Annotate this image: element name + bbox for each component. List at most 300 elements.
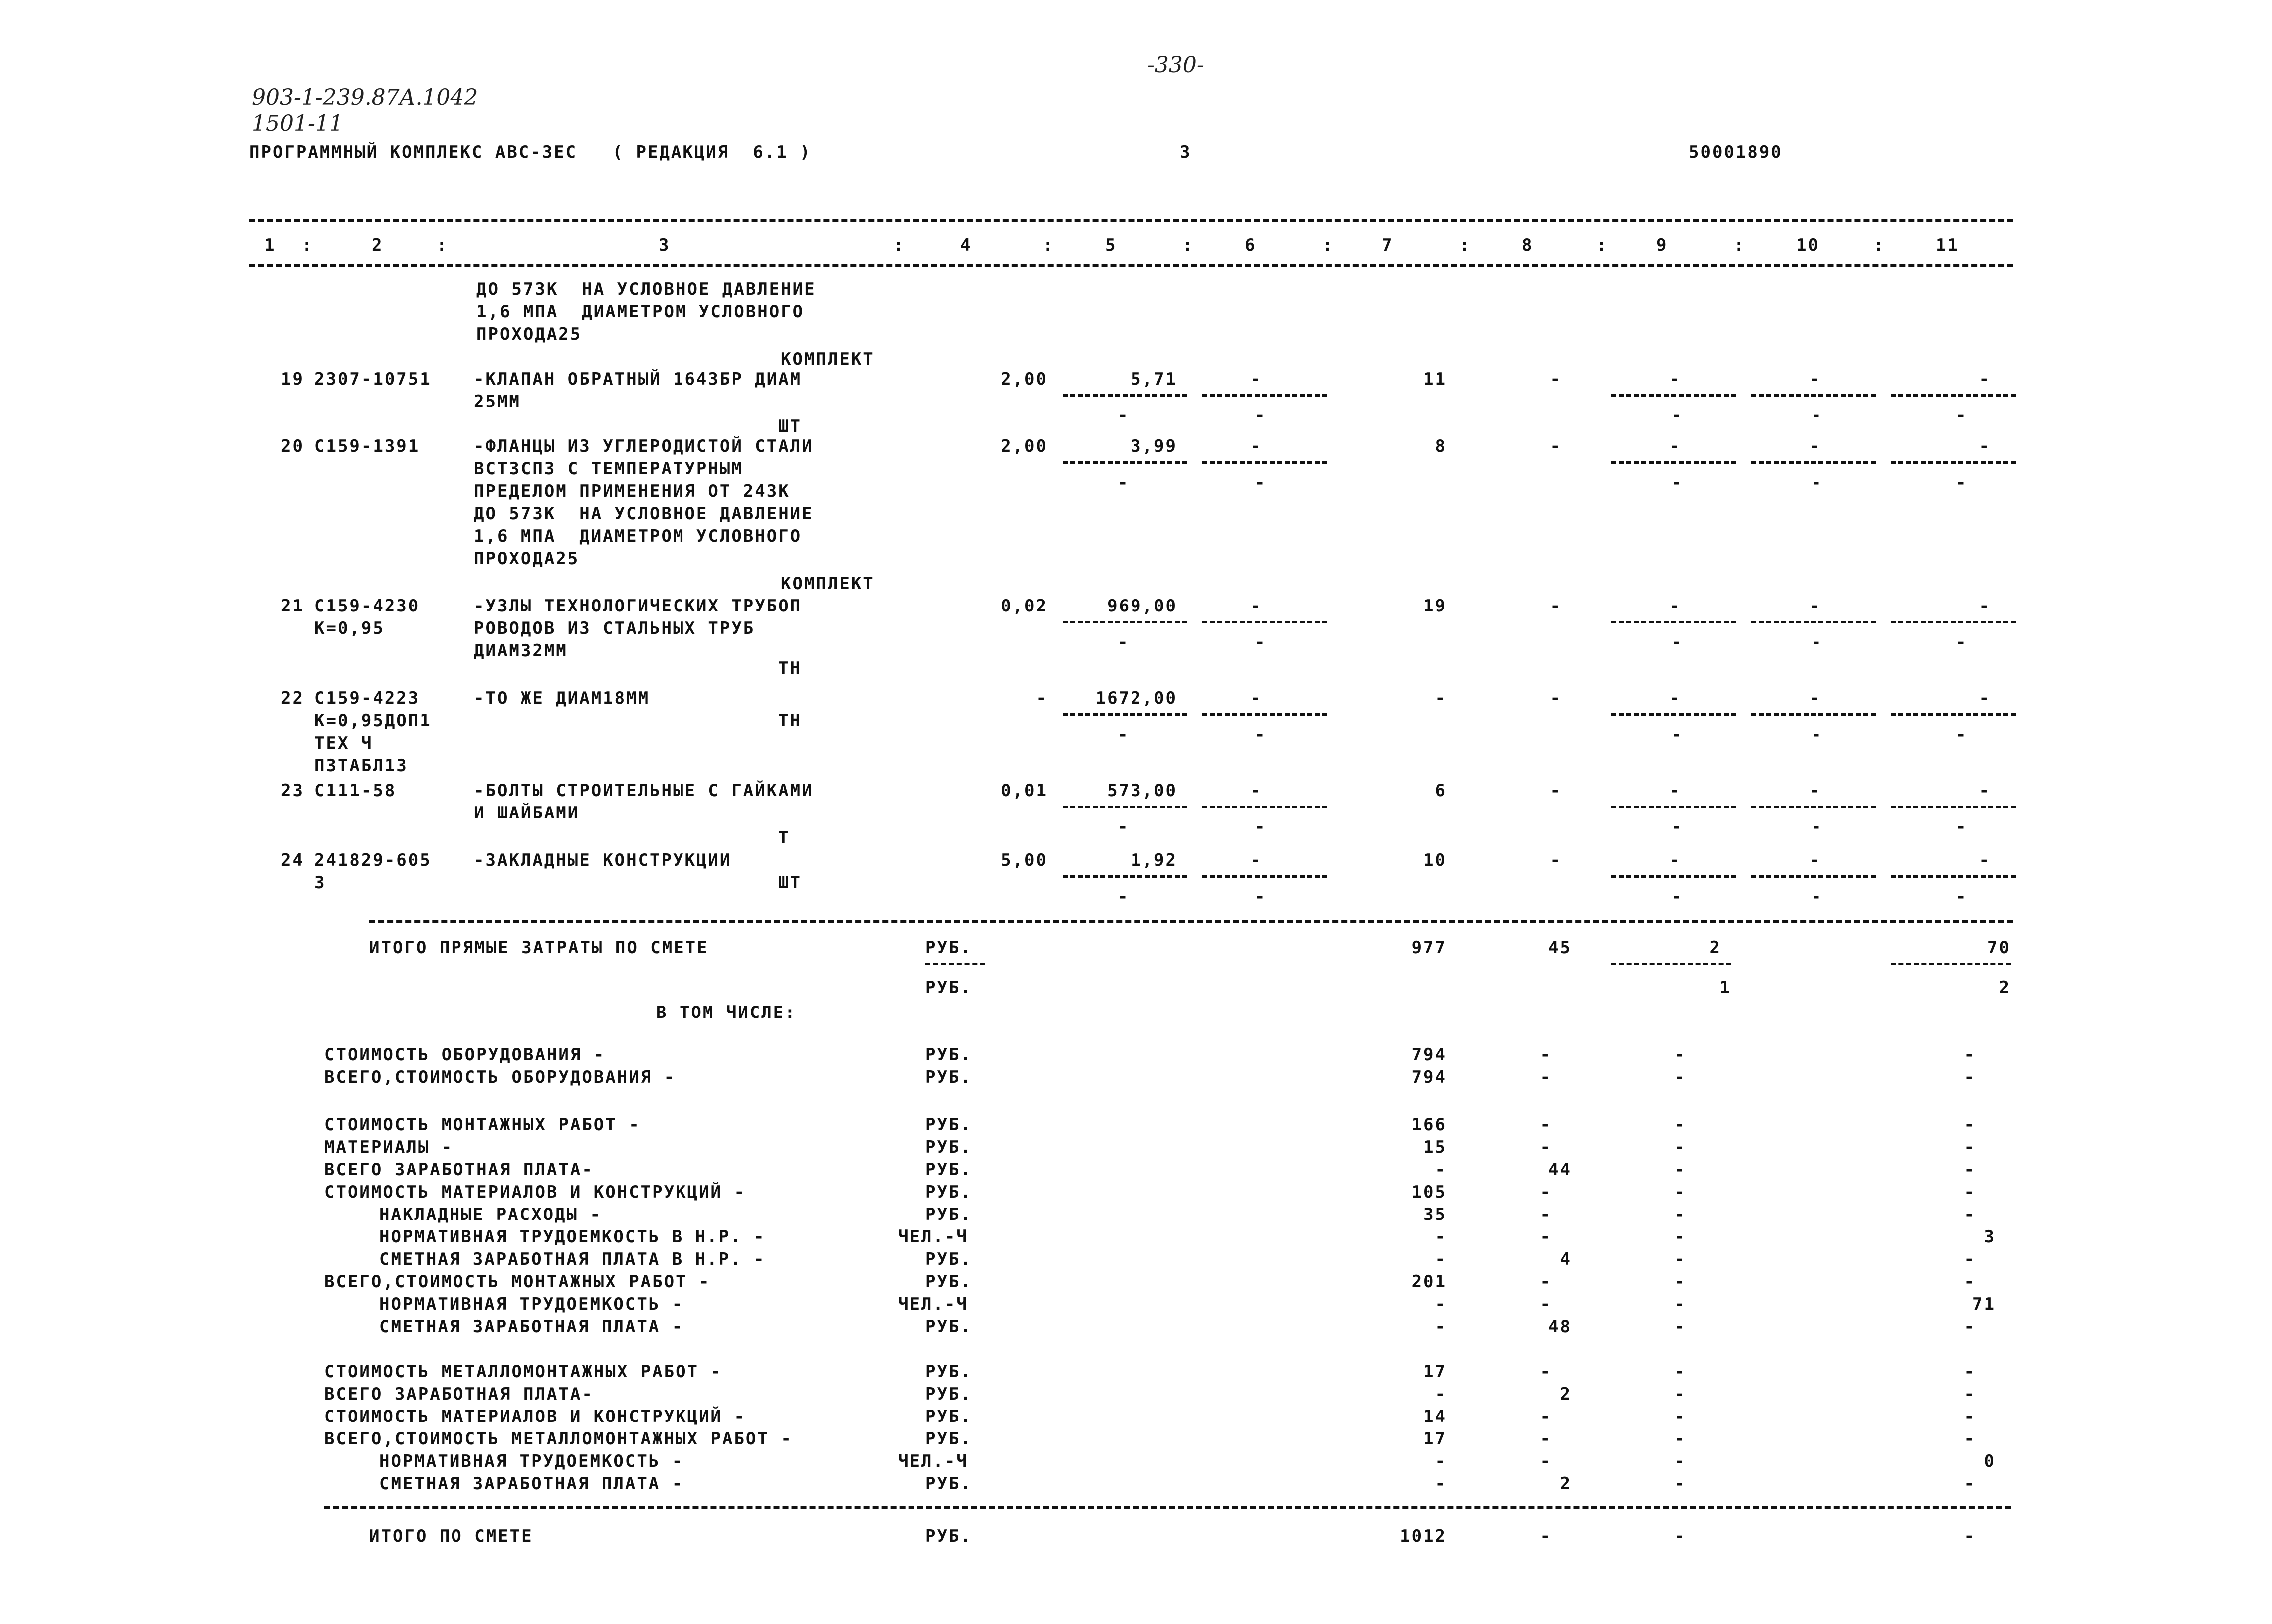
summary-column-7: - [1435, 1451, 1447, 1471]
row-number: 21 [281, 596, 304, 616]
program-title: ПРОГРАММНЫЙ КОМПЛЕКС АВС-3ЕС ( РЕДАКЦИЯ 6.1 ) [249, 142, 812, 162]
grand-total-label: ИТОГО ПО СМЕТЕ [369, 1526, 533, 1546]
column-9-value: - [1669, 369, 1681, 389]
header-rule-bottom [249, 264, 2013, 267]
item-description: 25ММ [474, 392, 521, 411]
summary-label: ВСЕГО,СТОИМОСТЬ МЕТАЛЛОМОНТАЖНЫХ РАБОТ - [324, 1429, 793, 1449]
summary-column-8: - [1540, 1067, 1552, 1087]
subtotal-rule [1611, 875, 1736, 878]
row-number: 19 [281, 369, 304, 389]
summary-column-7: 794 [1411, 1045, 1447, 1065]
summary-unit: РУБ. [925, 1429, 972, 1449]
column-separator: : [1182, 235, 1194, 255]
summary-label: СТОИМОСТЬ МАТЕРИАЛОВ И КОНСТРУКЦИЙ - [324, 1182, 746, 1202]
document-id: 50001890 [1689, 142, 1783, 162]
row-number: 20 [281, 436, 304, 456]
summary-column-8: - [1540, 1227, 1552, 1247]
grand-total-rule [324, 1506, 2011, 1509]
item-description: -ФЛАНЦЫ ИЗ УГЛЕРОДИСТОЙ СТАЛИ [474, 436, 814, 456]
resource-code: ТЕХ Ч [314, 733, 373, 753]
currency-unit: РУБ. [925, 978, 972, 998]
row-number: 22 [281, 688, 304, 708]
column-header-5: 5 [1105, 235, 1117, 255]
subtotal-rule [1751, 621, 1876, 623]
summary-column-8: - [1540, 1182, 1552, 1202]
summary-column-7: 166 [1411, 1115, 1447, 1135]
unit-price: 1672,00 [1095, 688, 1177, 708]
currency-unit: РУБ. [925, 938, 972, 958]
summary-unit: РУБ. [925, 1249, 972, 1269]
summary-column-7: 17 [1423, 1429, 1447, 1449]
total-direct-column-11-extra: 2 [1999, 978, 2011, 998]
dash-mark: - [1671, 725, 1683, 745]
quantity: 0,02 [1001, 596, 1048, 616]
page-number: -330- [1147, 52, 1204, 78]
column-separator: : [302, 235, 314, 255]
subtotal-rule [1891, 806, 2016, 808]
summary-column-9: - [1674, 1249, 1686, 1269]
resource-code: С111-58 [314, 781, 397, 801]
dash-mark: - [1811, 632, 1823, 652]
summary-column-11: - [1964, 1429, 1976, 1449]
totals-rule [369, 920, 2013, 923]
summary-column-7: 14 [1423, 1407, 1447, 1426]
column-10-value: - [1809, 369, 1821, 389]
item-description: ДО 573К НА УСЛОВНОЕ ДАВЛЕНИЕ [474, 504, 814, 524]
summary-unit: ЧЕЛ.-Ч [898, 1451, 968, 1471]
total-direct-column-9-extra: 1 [1719, 978, 1731, 998]
subtotal-rule [1063, 875, 1187, 878]
subtotal-rule [1202, 621, 1327, 623]
summary-column-9: - [1674, 1182, 1686, 1202]
column-6-value: - [1250, 369, 1262, 389]
unit-label: ШТ [778, 416, 802, 436]
item-description: -ТО ЖЕ ДИАМ18ММ [474, 688, 650, 708]
dash-mark: - [1118, 725, 1130, 745]
column-separator: : [1734, 235, 1746, 255]
item-description: ВСТ3СП3 С ТЕМПЕРАТУРНЫМ [474, 459, 743, 479]
continued-description-line: 1,6 МПА ДИАМЕТРОМ УСЛОВНОГО [476, 302, 805, 322]
summary-column-9: - [1674, 1384, 1686, 1404]
summary-column-8: - [1540, 1451, 1552, 1471]
summary-label: НОРМАТИВНАЯ ТРУДОЕМКОСТЬ В Н.Р. - [379, 1227, 766, 1247]
summary-column-8: 44 [1548, 1160, 1572, 1180]
column-9-value: - [1669, 688, 1681, 708]
column-7-total: 8 [1435, 436, 1447, 456]
subtotal-rule [1063, 394, 1187, 397]
dash-mark: - [1255, 473, 1267, 493]
unit-label: ТН [778, 711, 802, 731]
summary-column-8: - [1540, 1272, 1552, 1292]
summary-label: ВСЕГО,СТОИМОСТЬ МОНТАЖНЫХ РАБОТ - [324, 1272, 711, 1292]
column-8-value: - [1550, 781, 1562, 801]
summary-label: СМЕТНАЯ ЗАРАБОТНАЯ ПЛАТА - [379, 1317, 684, 1337]
column-10-value: - [1809, 596, 1821, 616]
summary-unit: РУБ. [925, 1272, 972, 1292]
dash-mark: - [1671, 632, 1683, 652]
summary-unit: РУБ. [925, 1067, 972, 1087]
unit-label: ШТ [778, 873, 802, 893]
handwritten-code: 903-1-239.87A.1042 [252, 85, 478, 110]
column-10-value: - [1809, 781, 1821, 801]
summary-unit: РУБ. [925, 1317, 972, 1337]
resource-code: 241829-605 [314, 850, 432, 870]
summary-column-8: - [1540, 1137, 1552, 1157]
column-9-value: - [1669, 781, 1681, 801]
subtotal-rule [1751, 875, 1876, 878]
summary-column-11: - [1964, 1407, 1976, 1426]
column-11-value: - [1979, 850, 1991, 870]
summary-column-8: - [1540, 1407, 1552, 1426]
item-description: РОВОДОВ ИЗ СТАЛЬНЫХ ТРУБ [474, 618, 755, 638]
subtotal-rule [1202, 461, 1327, 464]
subtotal-rule [1063, 621, 1187, 623]
summary-column-7: 17 [1423, 1362, 1447, 1382]
summary-column-8: 4 [1560, 1249, 1572, 1269]
column-11-value: - [1979, 369, 1991, 389]
quantity: 5,00 [1001, 850, 1048, 870]
column-11-value: - [1979, 596, 1991, 616]
summary-unit: РУБ. [925, 1205, 972, 1224]
column-header-9: 9 [1656, 235, 1668, 255]
summary-column-8: - [1540, 1294, 1552, 1314]
summary-column-9: - [1674, 1317, 1686, 1337]
subtotal-rule [1751, 713, 1876, 716]
summary-column-9: - [1674, 1294, 1686, 1314]
unit-label: КОМПЛЕКТ [781, 574, 875, 594]
column-7-total: 11 [1423, 369, 1447, 389]
column-separator: : [437, 235, 449, 255]
subtotal-rule [1891, 963, 2011, 965]
summary-column-7: 201 [1411, 1272, 1447, 1292]
unit-price: 3,99 [1131, 436, 1177, 456]
subtotal-rule [1891, 461, 2016, 464]
summary-column-7: - [1435, 1317, 1447, 1337]
item-description: ПРОХОДА25 [474, 549, 580, 569]
column-header-8: 8 [1522, 235, 1534, 255]
item-description: ПРЕДЕЛОМ ПРИМЕНЕНИЯ ОТ 243К [474, 481, 790, 501]
summary-column-11: - [1964, 1249, 1976, 1269]
resource-code: П3ТАБЛ13 [314, 756, 408, 776]
summary-column-8: - [1540, 1362, 1552, 1382]
summary-column-7: 35 [1423, 1205, 1447, 1224]
continued-description-line: ДО 573К НА УСЛОВНОЕ ДАВЛЕНИЕ [476, 279, 816, 299]
unit-price: 5,71 [1131, 369, 1177, 389]
handwritten-sheet-code: 1501-11 [252, 111, 343, 136]
subtotal-rule [1751, 394, 1876, 397]
summary-column-9: - [1674, 1067, 1686, 1087]
summary-column-9: - [1674, 1429, 1686, 1449]
resource-code: С159-4223 [314, 688, 420, 708]
dash-mark: - [1118, 632, 1130, 652]
dash-mark: - [1811, 725, 1823, 745]
continued-description-line: ПРОХОДА25 [476, 324, 582, 344]
column-7-total: 19 [1423, 596, 1447, 616]
unit-label: ТН [778, 658, 802, 678]
dash-mark: - [1671, 817, 1683, 837]
quantity: 2,00 [1001, 369, 1048, 389]
subtotal-rule [1611, 621, 1736, 623]
subtotal-rule [1202, 806, 1327, 808]
summary-column-9: - [1674, 1045, 1686, 1065]
summary-column-9: - [1674, 1160, 1686, 1180]
subtotal-rule [1751, 461, 1876, 464]
column-8-value: - [1550, 850, 1562, 870]
summary-column-11: - [1964, 1160, 1976, 1180]
dash-mark: - [1255, 817, 1267, 837]
column-8-value: - [1550, 436, 1562, 456]
summary-label: ВСЕГО,СТОИМОСТЬ ОБОРУДОВАНИЯ - [324, 1067, 676, 1087]
subtotal-rule [1202, 875, 1327, 878]
column-separator: : [1322, 235, 1334, 255]
total-direct-column-8: 45 [1548, 938, 1572, 958]
summary-column-7: 794 [1411, 1067, 1447, 1087]
subtotal-rule [1891, 875, 2016, 878]
column-header-10: 10 [1796, 235, 1819, 255]
summary-unit: РУБ. [925, 1362, 972, 1382]
column-header-4: 4 [960, 235, 972, 255]
total-direct-column-9: 2 [1709, 938, 1721, 958]
quantity: 2,00 [1001, 436, 1048, 456]
column-6-value: - [1250, 850, 1262, 870]
dash-mark: - [1956, 406, 1968, 425]
summary-column-9: - [1674, 1272, 1686, 1292]
column-8-value: - [1550, 688, 1562, 708]
grand-total-column-9: - [1674, 1526, 1686, 1546]
subtotal-rule [1891, 394, 2016, 397]
column-separator: : [1873, 235, 1885, 255]
dash-mark: - [1671, 406, 1683, 425]
including-heading: В ТОМ ЧИСЛЕ: [656, 1003, 797, 1022]
summary-unit: РУБ. [925, 1137, 972, 1157]
column-header-6: 6 [1245, 235, 1257, 255]
column-9-value: - [1669, 436, 1681, 456]
dash-mark: - [1956, 725, 1968, 745]
summary-column-9: - [1674, 1115, 1686, 1135]
quantity: - [1036, 688, 1048, 708]
column-6-value: - [1250, 596, 1262, 616]
dash-mark: - [1671, 887, 1683, 907]
resource-code: К=0,95ДОП1 [314, 711, 432, 731]
subtotal-rule [1611, 713, 1736, 716]
subtotal-rule [1611, 461, 1736, 464]
summary-column-11: - [1964, 1272, 1976, 1292]
item-description: И ШАЙБАМИ [474, 803, 580, 823]
column-11-value: - [1979, 781, 1991, 801]
column-separator: : [893, 235, 905, 255]
item-description: -ЗАКЛАДНЫЕ КОНСТРУКЦИИ [474, 850, 732, 870]
column-6-value: - [1250, 688, 1262, 708]
sheet-number: 3 [1180, 142, 1192, 162]
column-header-1: 1 [264, 235, 276, 255]
summary-column-7: - [1435, 1474, 1447, 1494]
subtotal-rule [1063, 713, 1187, 716]
unit-label: КОМПЛЕКТ [781, 349, 875, 369]
item-description: ДИАМ32ММ [474, 641, 568, 661]
summary-label: НОРМАТИВНАЯ ТРУДОЕМКОСТЬ - [379, 1294, 684, 1314]
subtotal-rule [1063, 806, 1187, 808]
summary-column-7: - [1435, 1249, 1447, 1269]
summary-label: СТОИМОСТЬ МОНТАЖНЫХ РАБОТ - [324, 1115, 641, 1135]
column-7-total: 10 [1423, 850, 1447, 870]
summary-label: СТОИМОСТЬ МЕТАЛЛОМОНТАЖНЫХ РАБОТ - [324, 1362, 722, 1382]
column-7-total: - [1435, 688, 1447, 708]
summary-column-11: - [1964, 1067, 1976, 1087]
summary-column-7: - [1435, 1384, 1447, 1404]
dash-mark: - [1811, 473, 1823, 493]
summary-column-9: - [1674, 1205, 1686, 1224]
summary-unit: ЧЕЛ.-Ч [898, 1227, 968, 1247]
column-10-value: - [1809, 688, 1821, 708]
column-header-2: 2 [372, 235, 384, 255]
total-direct-column-11: 70 [1987, 938, 2011, 958]
unit-price: 969,00 [1107, 596, 1177, 616]
subtotal-rule [1611, 806, 1736, 808]
column-10-value: - [1809, 850, 1821, 870]
summary-column-8: 2 [1560, 1474, 1572, 1494]
summary-column-8: 48 [1548, 1317, 1572, 1337]
grand-total-column-8: - [1540, 1526, 1552, 1546]
summary-column-11: - [1964, 1362, 1976, 1382]
resource-code: С159-4230 [314, 596, 420, 616]
dash-mark: - [1255, 887, 1267, 907]
summary-column-11: 71 [1972, 1294, 1996, 1314]
summary-label: МАТЕРИАЛЫ - [324, 1137, 454, 1157]
summary-column-9: - [1674, 1451, 1686, 1471]
summary-label: НОРМАТИВНАЯ ТРУДОЕМКОСТЬ - [379, 1451, 684, 1471]
dash-mark: - [1671, 473, 1683, 493]
summary-column-11: - [1964, 1384, 1976, 1404]
dash-mark: - [1255, 406, 1267, 425]
column-separator: : [1043, 235, 1055, 255]
summary-column-7: - [1435, 1160, 1447, 1180]
column-header-11: 11 [1936, 235, 1959, 255]
unit-price: 1,92 [1131, 850, 1177, 870]
summary-unit: РУБ. [925, 1045, 972, 1065]
dash-mark: - [1956, 817, 1968, 837]
summary-column-9: - [1674, 1407, 1686, 1426]
summary-column-9: - [1674, 1474, 1686, 1494]
summary-label: ВСЕГО ЗАРАБОТНАЯ ПЛАТА- [324, 1384, 594, 1404]
item-description: 1,6 МПА ДИАМЕТРОМ УСЛОВНОГО [474, 526, 802, 546]
column-6-value: - [1250, 436, 1262, 456]
summary-column-8: - [1540, 1205, 1552, 1224]
subtotal-rule [1202, 394, 1327, 397]
column-11-value: - [1979, 436, 1991, 456]
grand-total-column-11: - [1964, 1526, 1976, 1546]
column-11-value: - [1979, 688, 1991, 708]
summary-label: СТОИМОСТЬ ОБОРУДОВАНИЯ - [324, 1045, 606, 1065]
summary-label: НАКЛАДНЫЕ РАСХОДЫ - [379, 1205, 602, 1224]
summary-column-7: - [1435, 1294, 1447, 1314]
summary-column-11: - [1964, 1045, 1976, 1065]
unit-label: Т [778, 828, 790, 848]
subtotal-rule [1063, 461, 1187, 464]
summary-label: СТОИМОСТЬ МАТЕРИАЛОВ И КОНСТРУКЦИЙ - [324, 1407, 746, 1426]
item-description: -УЗЛЫ ТЕХНОЛОГИЧЕСКИХ ТРУБОП [474, 596, 802, 616]
summary-column-8: - [1540, 1045, 1552, 1065]
subtotal-rule [1202, 713, 1327, 716]
summary-label: СМЕТНАЯ ЗАРАБОТНАЯ ПЛАТА - [379, 1474, 684, 1494]
dash-mark: - [1811, 887, 1823, 907]
summary-column-8: - [1540, 1429, 1552, 1449]
summary-unit: РУБ. [925, 1160, 972, 1180]
dash-mark: - [1118, 473, 1130, 493]
subtotal-rule [1611, 394, 1736, 397]
subtotal-rule [1751, 806, 1876, 808]
unit-price: 573,00 [1107, 781, 1177, 801]
column-separator: : [1459, 235, 1471, 255]
summary-unit: РУБ. [925, 1474, 972, 1494]
summary-unit: РУБ. [925, 1407, 972, 1426]
resource-code: К=0,95 [314, 618, 385, 638]
column-10-value: - [1809, 436, 1821, 456]
column-8-value: - [1550, 369, 1562, 389]
subtotal-rule [1611, 963, 1731, 965]
summary-unit: РУБ. [925, 1115, 972, 1135]
column-header-7: 7 [1382, 235, 1394, 255]
summary-unit: РУБ. [925, 1384, 972, 1404]
summary-column-11: - [1964, 1205, 1976, 1224]
summary-column-11: - [1964, 1317, 1976, 1337]
summary-column-11: - [1964, 1115, 1976, 1135]
summary-unit: РУБ. [925, 1182, 972, 1202]
summary-column-11: - [1964, 1137, 1976, 1157]
summary-column-9: - [1674, 1137, 1686, 1157]
resource-code: 3 [314, 873, 326, 893]
column-header-3: 3 [659, 235, 671, 255]
column-9-value: - [1669, 596, 1681, 616]
dash-mark: - [1956, 632, 1968, 652]
row-number: 23 [281, 781, 304, 801]
column-7-total: 6 [1435, 781, 1447, 801]
dash-mark: - [1811, 817, 1823, 837]
currency-unit: РУБ. [925, 1526, 972, 1546]
column-6-value: - [1250, 781, 1262, 801]
summary-column-11: - [1964, 1182, 1976, 1202]
summary-column-7: - [1435, 1227, 1447, 1247]
quantity: 0,01 [1001, 781, 1048, 801]
dash-mark: - [1956, 473, 1968, 493]
summary-column-9: - [1674, 1362, 1686, 1382]
summary-column-7: 105 [1411, 1182, 1447, 1202]
summary-unit: ЧЕЛ.-Ч [898, 1294, 968, 1314]
resource-code: 2307-10751 [314, 369, 432, 389]
summary-label: СМЕТНАЯ ЗАРАБОТНАЯ ПЛАТА В Н.Р. - [379, 1249, 766, 1269]
row-number: 24 [281, 850, 304, 870]
summary-column-9: - [1674, 1227, 1686, 1247]
grand-total-column-7: 1012 [1400, 1526, 1447, 1546]
summary-column-11: - [1964, 1474, 1976, 1494]
total-direct-costs-label: ИТОГО ПРЯМЫЕ ЗАТРАТЫ ПО СМЕТЕ [369, 938, 709, 958]
summary-column-8: - [1540, 1115, 1552, 1135]
header-rule-top [249, 219, 2013, 222]
column-9-value: - [1669, 850, 1681, 870]
total-direct-column-7: 977 [1411, 938, 1447, 958]
dash-mark: - [1118, 887, 1130, 907]
summary-column-11: 3 [1984, 1227, 1996, 1247]
summary-label: ВСЕГО ЗАРАБОТНАЯ ПЛАТА- [324, 1160, 594, 1180]
dash-mark: - [1118, 406, 1130, 425]
dash-mark: - [1956, 887, 1968, 907]
item-description: -КЛАПАН ОБРАТНЫЙ 1643БР ДИАМ [474, 369, 802, 389]
subtotal-rule [1891, 713, 2016, 716]
unit-rule [925, 963, 985, 965]
dash-mark: - [1811, 406, 1823, 425]
dash-mark: - [1118, 817, 1130, 837]
resource-code: С159-1391 [314, 436, 420, 456]
column-separator: : [1596, 235, 1608, 255]
